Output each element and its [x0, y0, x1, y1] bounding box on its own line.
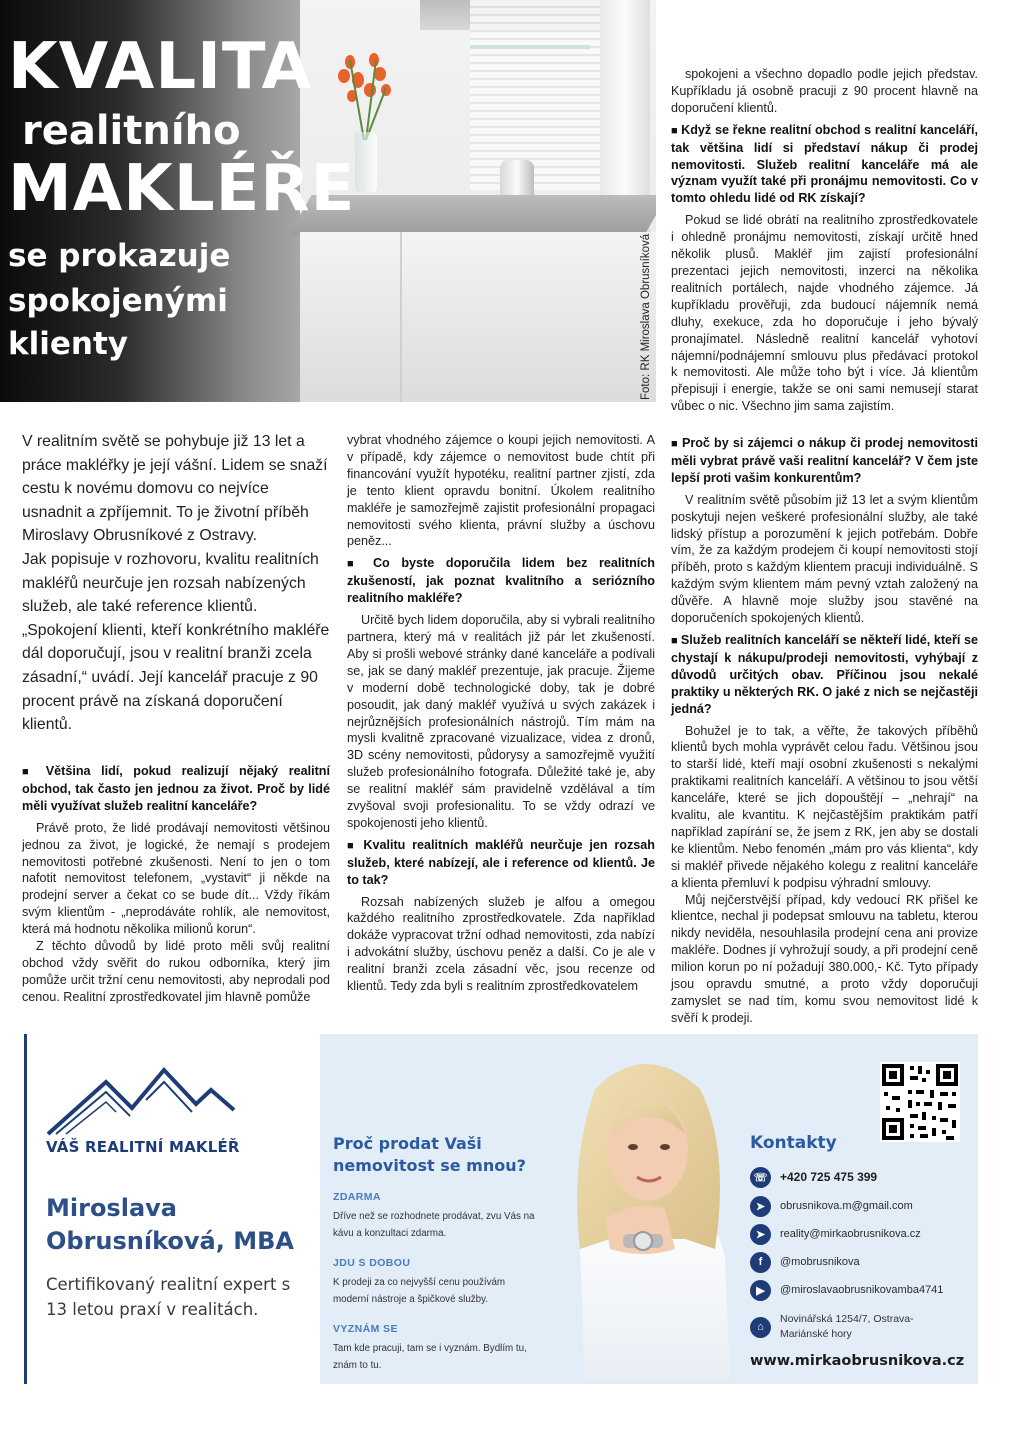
article-column-top-right: [671, 66, 978, 415]
article-lead: [22, 430, 330, 737]
article-paragraph: Z těchto důvodů by lidé proto měli svůj realitní obchod vždy svěřit do rukou odborníka, který jim pomůže určit tržní cenu nemovitosti, aby neprodali pod cenou. Realitní zprostředkovatel jim hlavně pomůže: [22, 939, 330, 1004]
subheadline-line-3: klienty: [8, 326, 128, 362]
article-paragraph: vybrat vhodného zájemce o koupi jejich nemovitosti. A v případě, kdy zájemce o nemovitost bude chtít při financování využít hypotéku, realitní partner zjistí, zda je tento klient opravdu bonitní. Úkolem realitního makléře je samozřejmě zajistit profesionální propagaci nemovitosti svého klienta, právní služby a úschovu peněz...: [347, 433, 655, 549]
photo-credit: Foto: RK Miroslava Obrusníková: [640, 233, 652, 400]
gladiolus-flowers: [330, 50, 400, 140]
send-icon: ➤: [750, 1196, 771, 1217]
article-paragraph: V realitním světě působím již 13 let a svým klientům poskytuji nejen veškeré profesionální služby, ale také lidský přístup a porozumění k jejich potřebám. Dobře vím, že za každým prodejem či koupí nemovitosti stojí příběh, proto s každým klientem pracuji individuálně. S každým svým klientem mám pevný vztah založený na důvěře. A hlavně moje služby jsou stavěné na doporučeních spokojených klientů.: [671, 492, 978, 626]
lead-paragraph: Jak popisuje v rozhovoru, kvalitu realitních makléřů neurčuje jen rozsah nabízených služeb, ale také reference klientů. „Spokojení klienti, kteří konkrétního makléře dál doporučují, jsou v realitní branži zcela zásadní,“ uvádí. Její kancelář pracuje z 90 procent právě na získaná doporučení klientů.: [22, 550, 330, 734]
subheadline-line-2: spokojenými: [8, 283, 228, 319]
glass-vase: [355, 132, 377, 192]
hero-photo: [0, 0, 656, 402]
headline-line-1: KVALITA: [8, 30, 313, 104]
interview-question: ■ Kvalitu realitních makléřů neurčuje jen rozsah služeb, které nabízejí, ale i reference od klientů. Je to tak?: [347, 837, 655, 889]
interview-question: ■ Služeb realitních kanceláří se někteří lidé, kteří se chystají k nákupu/prodeji nemovitosti, vyhýbají z důvodů určitých obav. Příčinou jsou nekalé praktiky u některých RK. O jaké z nich se nejčastěji jedná?: [671, 632, 978, 718]
facebook-handle: @mobrusnikova: [780, 1256, 860, 1268]
youtube-handle: @miroslavaobrusnikovamba4741: [780, 1284, 944, 1296]
headline-line-3: MAKLÉŘE: [8, 152, 356, 226]
website-link[interactable]: www.mirkaobrusnikova.cz: [750, 1353, 965, 1369]
email-address: reality@mirkaobrusnikova.cz: [780, 1228, 921, 1240]
facebook-icon: f: [750, 1252, 771, 1273]
lead-paragraph: V realitním světě se pohybuje již 13 let a práce makléřky je její vášní. Lidem se snaží cestu k novému domovu co nejvíce usnadnit a zpříjemnit. To je životní příběh Miroslavy Obrusníkové z Ostravy.: [22, 433, 328, 545]
contact-email-2[interactable]: [750, 1223, 921, 1245]
article-column-3: [671, 430, 978, 1027]
contact-email-1[interactable]: [750, 1195, 913, 1217]
home-icon: ⌂: [750, 1317, 771, 1338]
phone-number: +420 725 475 399: [780, 1170, 878, 1184]
mountain-logo-icon: [46, 1060, 236, 1136]
send-icon: ➤: [750, 1224, 771, 1245]
qr-code-icon: [880, 1062, 960, 1142]
article-column-2: [347, 432, 655, 995]
interview-question: ■ Proč by si zájemci o nákup či prodej nemovitosti měli vybrat právě vaši realitní kancelář? V čem jste lepší proti vašim konkurentům?: [671, 435, 978, 487]
contact-youtube[interactable]: [750, 1279, 943, 1301]
email-address: obrusnikova.m@gmail.com: [780, 1200, 913, 1212]
agent-portrait: [525, 1049, 770, 1384]
ad-panel: [320, 1034, 978, 1384]
interview-question: ■ Když se řekne realitní obchod s realitní kanceláří, tak většina lidí si představí nákup či prodej nemovitosti. Služeb realitní kanceláře má ale význam využít také při pronájmu nemovitosti. Co v tomto ohledu lidé od RK získají?: [671, 122, 978, 208]
contacts-heading: Kontakty: [750, 1133, 837, 1153]
contact-phone[interactable]: [750, 1166, 877, 1188]
youtube-icon: ▶: [750, 1280, 771, 1301]
interview-question: ■ Co byste doporučila lidem bez realitních zkušeností, jak poznat kvalitního a seriózního realitního makléře?: [347, 555, 655, 607]
agent-description: Certifikovaný realitní expert s 13 letou praxí v realitách.: [46, 1275, 291, 1319]
subheadline-line-1: se prokazuje: [8, 238, 231, 274]
brand-name: VÁŠ REALITNÍ MAKLÉŘ: [46, 1138, 240, 1156]
ad-heading: Proč prodat Vaši nemovitost se mnou?: [333, 1134, 526, 1175]
cabinet-divider: [400, 232, 402, 402]
article-paragraph: Bohužel je to tak, a věřte, že takových příběhů klientů bych mohla vyprávět celou řadu. Většinou jsou to starší lidé, kteří mají osobní zkušenosti s nekalými praktikami realitních kanceláří. A většinou to jsou větší kanceláře, které se jich dopouštějí – „nehrají“ na kvalitu, ale kvantitu. K nejčastějším praktikám patří například zapírání se, že jsem z RK, jen aby se dostali ke klientům. Nebo fenomén „mám pro vás klienta“, kdy si makléř přivede nějakého kolegu z realitní kanceláře a klienta přemluví k podpisu výhradní smlouvy.: [671, 723, 978, 890]
article-paragraph: Můj nejčerstvější případ, kdy vedoucí RK přišel ke klientce, nechal ji podepsat smlouvu na tabletu, kterou nikdy neviděla, nesouhlasila prodejní cena ani provize makléře. Dodnes jí vyhrožují soudy, a při prodejní ceně milion korun po ní požadují 380.000,- Kč. Tyto případy jsou opravdu smutné, a proto vždy doporučuji zamyslet se nad tím, komu svou nemovitost lidé k svěří k prodeji.: [671, 892, 978, 1025]
article-paragraph: Rozsah nabízených služeb je alfou a omegou každého realitního zprostředkovatele. Zda například dokáže vypracovat tržní odhad nemovitosti, zda nabízí i advokátní služby, úschovu peněz a další. Co je ale v realitní branži zcela zásadní věc, jsou recenze od klientů. Tedy zda byli s realitním zprostředkovatelem: [347, 894, 655, 994]
benefit-title: ZDARMA: [333, 1191, 381, 1203]
benefit-title: JDU S DOBOU: [333, 1257, 411, 1269]
article-column-1: [22, 758, 330, 1006]
article-paragraph: Pokud se lidé obrátí na realitního zprostředkovatele i ohledně pronájmu nemovitosti, získají určitě hned několik plusů. Makléř jim zajistí profesionální prezentaci jejich nemovitosti, inzerci na několika realitních portálech, najde vhodného zájemce. Já kupříkladu prověřuji, zda budoucí nájemník nemá dluhy, exekuce, zda ho doporučuje i jeho bývalý pronajímatel. Následně realitní kancelář vyhotoví nájemní/podnájemní smlouvu plus předávací protokol k nemovitosti. Ale může toho být i více. Já klientům přepisuji i energie, takže se oni sami nemusejí starat vůbec o nic. Všechno jim sama zajistím.: [671, 213, 978, 414]
agent-name: Miroslava Obrusníková, MBA: [46, 1194, 294, 1255]
kitchen-cabinet: [300, 232, 656, 402]
ad-accent-line: [24, 1034, 27, 1384]
benefit-text: Dříve než se rozhodnete prodávat, zvu Vás na kávu a konzultaci zdarma.: [333, 1211, 535, 1239]
benefit-title: VYZNÁM SE: [333, 1323, 398, 1335]
contact-address: [750, 1310, 930, 1344]
article-paragraph: Určitě bych lidem doporučila, aby si vybrali realitního partnera, který má v realitách již pár let zkušeností. Aby si prošli webové stránky dané kanceláře a podívali se, jak se daný makléř prezentuje, jak pracuje. Žijeme v moderní době technologické doby, tak je dobré posoudit, jak daný makléř využívá u svých zakázek i nejrůznějších profesionálních nástrojů. Tím mám na mysli kvalitně zpracované vizualizace, videa z dronů, 3D scény nemovitosti, půdorysy a samozřejmě využití služeb profesionálního fotografa. Důležité také je, aby se realitní makléř sám pravidelně vzdělával a tím zvyšoval svoji profesionalitu. To se vždy odrazí ve spokojenosti jeho klientů.: [347, 613, 655, 830]
address-text: Novinářská 1254/7, Ostrava-Mariánské hory: [780, 1313, 914, 1340]
article-paragraph: spokojeni a všechno dopadlo podle jejich představ. Kupříkladu já osobně pracuji z 90 procent hlavně na doporučení klientů.: [671, 67, 978, 115]
benefit-text: K prodeji za co nejvyšší cenu používám moderní nástroje a špičkové služby.: [333, 1277, 506, 1305]
kettle: [500, 160, 534, 198]
benefit-text: Tam kde pracuji, tam se i vyznám. Bydlím tu, znám to tu.: [333, 1343, 527, 1371]
headline-line-2: realitního: [22, 108, 241, 154]
interview-question: ■ Většina lidí, pokud realizují nějaký realitní obchod, tak často jen jednou za život. Proč by lidé měli využívat služeb realitní kanceláře?: [22, 763, 330, 815]
contact-facebook[interactable]: [750, 1251, 860, 1273]
article-paragraph: Právě proto, že lidé prodávají nemovitosti většinou jednou za život, je logické, že nemají s prodejem nemovitosti potřebné zkušenosti. Není to jen o tom nafotit nemovitost telefonem, „vystavit“ ji někde na prodejní server a čekat co se bude dít... Vždy říkám svým klientům - „neprodáváte rohlík, ale nemovitost, která má hodnotu několika milionů korun“.: [22, 820, 330, 937]
phone-icon: ☏: [750, 1167, 771, 1188]
glass-shelf: [470, 45, 590, 49]
qr-code[interactable]: [880, 1062, 960, 1142]
